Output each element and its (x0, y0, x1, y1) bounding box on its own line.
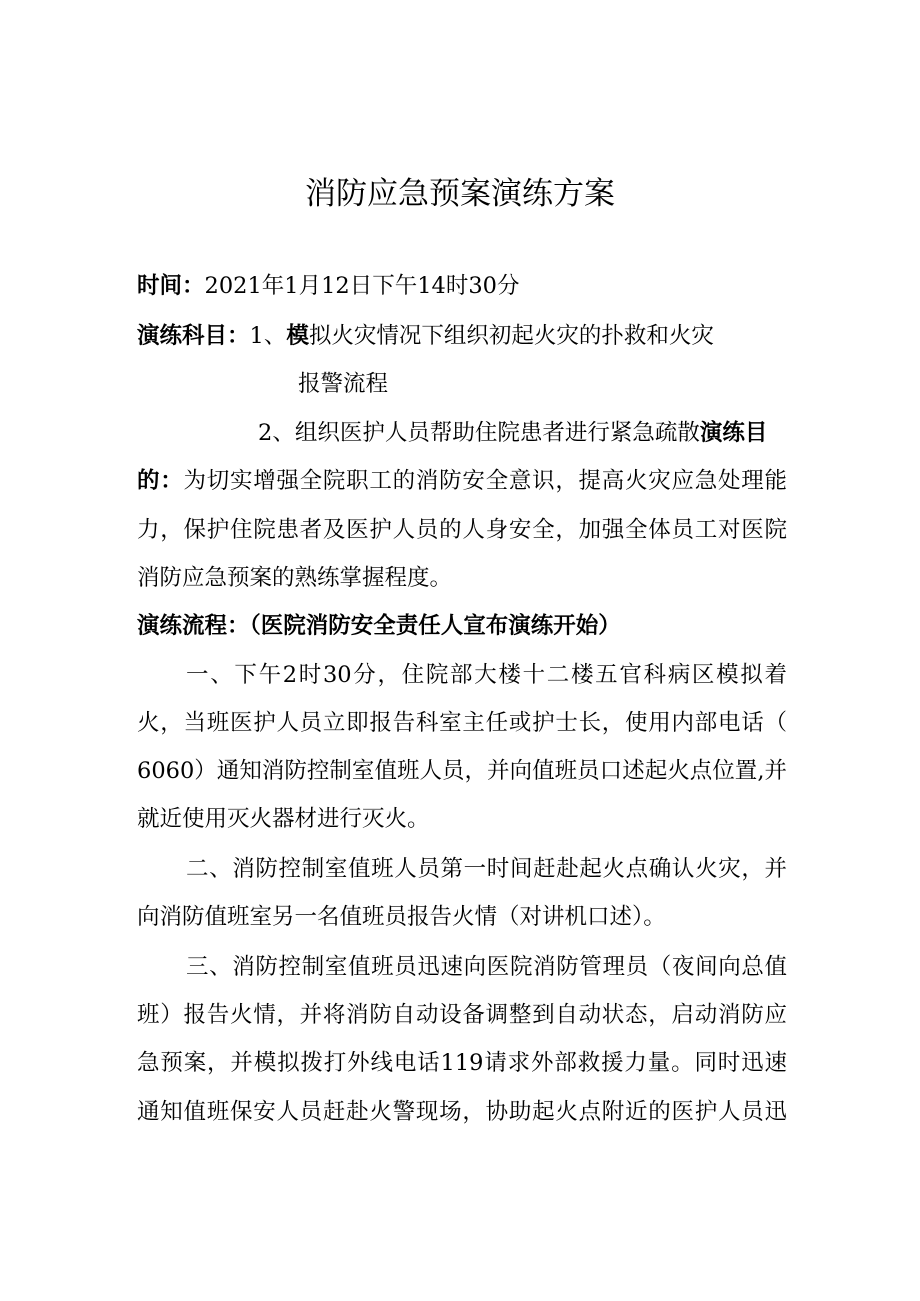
p1-line-1: 一、下午2时30分，住院部大楼十二楼五官科病区模拟着 (186, 662, 787, 688)
p3-line-2: 班）报告火情，并将消防自动设备调整到自动状态，启动消防应 (137, 1002, 787, 1028)
subject-line-1 (137, 320, 787, 352)
subject-label: 演练科目： (137, 323, 250, 349)
subject-item1-bold: 模 (286, 323, 309, 349)
process-heading-text: 演练流程：（医院消防安全责任人宣布演练开始） (137, 613, 621, 639)
p2-line-2: 向消防值班室另一名值班员报告火情（对讲机口述）。 (137, 904, 666, 930)
subject-item1-rest: 拟火灾情况下组织初起火灾的扑救和火灾 (308, 323, 714, 349)
p2-line-1: 二、消防控制室值班人员第一时间赶赴起火点确认火灾，并 (186, 856, 787, 882)
p3-line-3: 急预案，并模拟拨打外线电话119请求外部救援力量。同时迅速 (137, 1050, 787, 1076)
purpose-line-2: 力，保护住院患者及医护人员的人身安全，加强全体员工对医院 (137, 517, 787, 543)
p1-line-4: 就近使用灭火器材进行灭火。 (137, 806, 430, 832)
time-label: 时间： (137, 273, 205, 299)
purpose-label-a: 演练目 (699, 420, 768, 446)
subject-line-3 (258, 417, 787, 449)
p3-line-1: 三、消防控制室值班员迅速向医院消防管理员（夜间向总值 (186, 954, 787, 980)
process-heading (137, 610, 787, 642)
subject-item2: 2、组织医护人员帮助住院患者进行紧急疏散 (258, 420, 700, 446)
subject-item1-prefix: 1、 (249, 323, 287, 349)
purpose-line-3: 消防应急预案的熟练掌握程度。 (137, 565, 453, 591)
purpose-text-1: 为切实增强全院职工的消防安全意识，提高火灾应急处理能 (183, 468, 787, 494)
p3-line-4: 通知值班保安人员赶赴火警现场，协助起火点附近的医护人员迅 (137, 1099, 787, 1125)
p1-line-2: 火，当班医护人员立即报告科室主任或护士长，使用内部电话（ (137, 710, 787, 736)
purpose-line-1 (137, 465, 787, 497)
subject-line-2: 报警流程 (298, 371, 389, 397)
time-value: 2021年1月12日下午14时30分 (204, 273, 520, 299)
purpose-label-b: 的： (137, 468, 184, 494)
time-line (137, 270, 787, 302)
page-title: 消防应急预案演练方案 (305, 176, 615, 212)
p1-line-3: 6060）通知消防控制室值班人员，并向值班员口述起火点位置,并 (137, 758, 787, 784)
